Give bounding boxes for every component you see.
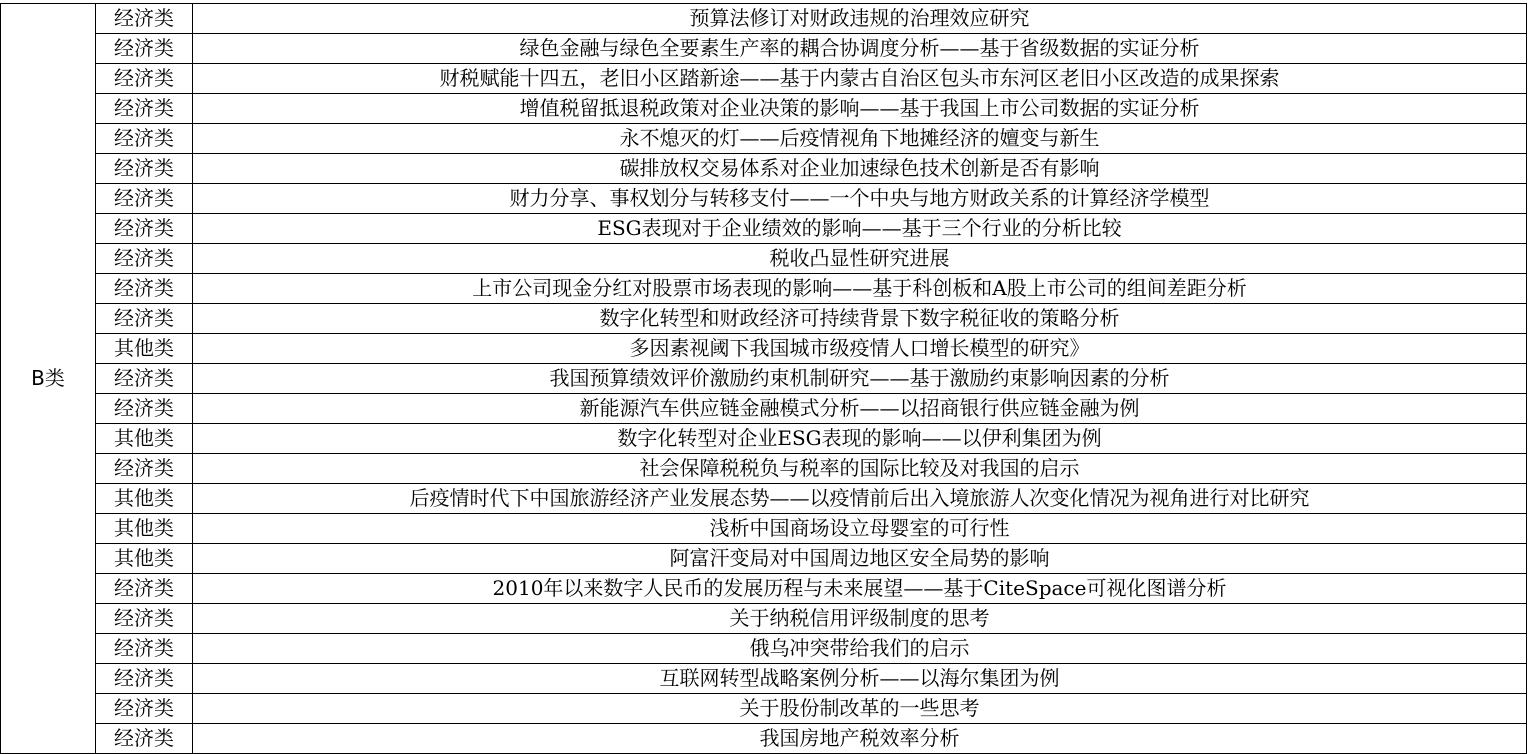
title-cell[interactable]: 绿色金融与绿色全要素生产率的耦合协调度分析——基于省级数据的实证分析 (193, 34, 1527, 64)
type-cell[interactable]: 经济类 (96, 274, 193, 304)
table-row (1, 64, 1527, 94)
table-row (1, 694, 1527, 724)
title-cell[interactable]: 增值税留抵退税政策对企业决策的影响——基于我国上市公司数据的实证分析 (193, 94, 1527, 124)
type-cell[interactable]: 其他类 (96, 514, 193, 544)
title-cell[interactable]: 数字化转型对企业ESG表现的影响——以伊利集团为例 (193, 424, 1527, 454)
table-row (1, 424, 1527, 454)
table-row (1, 4, 1527, 34)
type-cell[interactable]: 经济类 (96, 4, 193, 34)
type-cell[interactable]: 其他类 (96, 424, 193, 454)
type-cell[interactable]: 经济类 (96, 214, 193, 244)
title-cell[interactable]: 永不熄灭的灯——后疫情视角下地摊经济的嬗变与新生 (193, 124, 1527, 154)
title-cell[interactable]: 碳排放权交易体系对企业加速绿色技术创新是否有影响 (193, 154, 1527, 184)
table-row (1, 484, 1527, 514)
table-row (1, 604, 1527, 634)
type-cell[interactable]: 经济类 (96, 634, 193, 664)
table-row (1, 274, 1527, 304)
title-cell[interactable]: 浅析中国商场设立母婴室的可行性 (193, 514, 1527, 544)
spreadsheet-table (0, 3, 1527, 754)
title-cell[interactable]: 数字化转型和财政经济可持续背景下数字税征收的策略分析 (193, 304, 1527, 334)
title-cell[interactable]: 多因素视阈下我国城市级疫情人口增长模型的研究》 (193, 334, 1527, 364)
title-cell[interactable]: 财力分享、事权划分与转移支付——一个中央与地方财政关系的计算经济学模型 (193, 184, 1527, 214)
type-cell[interactable]: 经济类 (96, 694, 193, 724)
type-cell[interactable]: 经济类 (96, 724, 193, 754)
table-row (1, 34, 1527, 64)
table-row (1, 214, 1527, 244)
table-body (1, 4, 1527, 754)
table-row (1, 724, 1527, 754)
table-row (1, 334, 1527, 364)
title-cell[interactable]: 关于股份制改革的一些思考 (193, 694, 1527, 724)
type-cell[interactable]: 经济类 (96, 64, 193, 94)
table-row (1, 634, 1527, 664)
table-row (1, 124, 1527, 154)
type-cell[interactable]: 其他类 (96, 544, 193, 574)
type-cell[interactable]: 经济类 (96, 364, 193, 394)
title-cell[interactable]: 社会保障税税负与税率的国际比较及对我国的启示 (193, 454, 1527, 484)
type-cell[interactable]: 经济类 (96, 184, 193, 214)
type-cell[interactable]: 经济类 (96, 664, 193, 694)
table-row (1, 304, 1527, 334)
table-row (1, 244, 1527, 274)
type-cell[interactable]: 经济类 (96, 574, 193, 604)
title-cell[interactable]: 财税赋能十四五，老旧小区踏新途——基于内蒙古自治区包头市东河区老旧小区改造的成果探索 (193, 64, 1527, 94)
type-cell[interactable]: 经济类 (96, 394, 193, 424)
title-cell[interactable]: 上市公司现金分红对股票市场表现的影响——基于科创板和A股上市公司的组间差距分析 (193, 274, 1527, 304)
table-row (1, 394, 1527, 424)
table-row (1, 454, 1527, 484)
table-row (1, 94, 1527, 124)
type-cell[interactable]: 经济类 (96, 244, 193, 274)
table-row (1, 544, 1527, 574)
title-cell[interactable]: 互联网转型战略案例分析——以海尔集团为例 (193, 664, 1527, 694)
title-cell[interactable]: 我国房地产税效率分析 (193, 724, 1527, 754)
table-row (1, 664, 1527, 694)
title-cell[interactable]: ESG表现对于企业绩效的影响——基于三个行业的分析比较 (193, 214, 1527, 244)
title-cell[interactable]: 后疫情时代下中国旅游经济产业发展态势——以疫情前后出入境旅游人次变化情况为视角进行对比研究 (193, 484, 1527, 514)
table-row (1, 154, 1527, 184)
type-cell[interactable]: 经济类 (96, 34, 193, 64)
table-row (1, 184, 1527, 214)
title-cell[interactable]: 预算法修订对财政违规的治理效应研究 (193, 4, 1527, 34)
table-row (1, 574, 1527, 604)
title-cell[interactable]: 新能源汽车供应链金融模式分析——以招商银行供应链金融为例 (193, 394, 1527, 424)
table-row (1, 514, 1527, 544)
group-cell[interactable]: B类 (1, 4, 96, 754)
type-cell[interactable]: 其他类 (96, 484, 193, 514)
type-cell[interactable]: 经济类 (96, 124, 193, 154)
type-cell[interactable]: 经济类 (96, 94, 193, 124)
type-cell[interactable]: 经济类 (96, 604, 193, 634)
title-cell[interactable]: 阿富汗变局对中国周边地区安全局势的影响 (193, 544, 1527, 574)
title-cell[interactable]: 俄乌冲突带给我们的启示 (193, 634, 1527, 664)
type-cell[interactable]: 经济类 (96, 154, 193, 184)
type-cell[interactable]: 其他类 (96, 334, 193, 364)
title-cell[interactable]: 税收凸显性研究进展 (193, 244, 1527, 274)
type-cell[interactable]: 经济类 (96, 304, 193, 334)
type-cell[interactable]: 经济类 (96, 454, 193, 484)
table-row (1, 364, 1527, 394)
title-cell[interactable]: 2010年以来数字人民币的发展历程与未来展望——基于CiteSpace可视化图谱分析 (193, 574, 1527, 604)
title-cell[interactable]: 我国预算绩效评价激励约束机制研究——基于激励约束影响因素的分析 (193, 364, 1527, 394)
title-cell[interactable]: 关于纳税信用评级制度的思考 (193, 604, 1527, 634)
